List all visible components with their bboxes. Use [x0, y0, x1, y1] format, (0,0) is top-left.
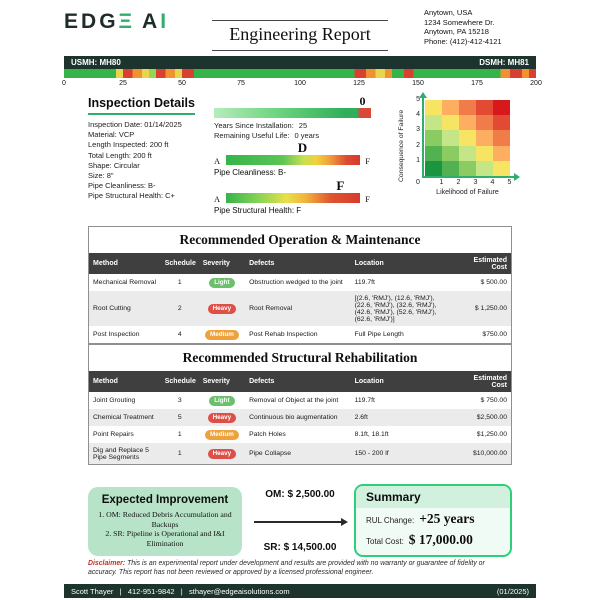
severity-cell — [199, 443, 245, 464]
severity-badge: Heavy — [208, 413, 237, 423]
cost-cell: $ 750.00 — [480, 397, 507, 404]
cost-cell: $10,000.00 — [472, 450, 507, 457]
edgeai-logo — [64, 10, 169, 34]
method-cell: Point Repairs — [93, 431, 134, 438]
inspection-field: Pipe Structural Health: C+ — [88, 191, 175, 201]
logo-letter: G — [99, 10, 119, 33]
title-block — [212, 20, 388, 51]
dsmh-label: DSMH: MH81 — [479, 58, 529, 67]
column-header: Defects — [245, 371, 351, 392]
matrix-cell — [442, 161, 459, 176]
matrix-x-tick: 1 — [439, 179, 444, 186]
defects-cell: Pipe Collapse — [249, 450, 292, 457]
total-cost-label: Total Cost: — [366, 537, 404, 546]
severity-badge: Medium — [205, 330, 239, 340]
inspection-field: Length Inspected: 200 ft — [88, 140, 169, 150]
matrix-cell — [425, 100, 442, 115]
cost-cell: $750.00 — [482, 331, 507, 338]
matrix-cell — [476, 100, 493, 115]
pipe-scale-tick: 125 — [353, 80, 365, 87]
severity-badge: Light — [209, 396, 235, 406]
report-title: Engineering Report — [229, 24, 371, 44]
column-header: Estimated Cost — [456, 371, 511, 392]
cost-cell: $ 1,250.00 — [474, 305, 507, 312]
inspection-details-title: Inspection Details — [88, 96, 195, 115]
logo-letter: E — [64, 10, 82, 33]
footer-date: (01/2025) — [496, 586, 529, 596]
matrix-cell — [459, 100, 476, 115]
logo-letter: D — [81, 10, 100, 33]
years-label: Years Since Installation: — [214, 121, 294, 130]
matrix-cell — [476, 115, 493, 130]
column-header: Location — [351, 371, 457, 392]
location-cell: Full Pipe Length — [354, 331, 404, 338]
method-cell: Post Inspection — [93, 331, 140, 338]
cost-flow — [248, 489, 352, 553]
matrix-y-axis-label: Consequence of Failure — [398, 109, 405, 182]
defects-cell: Patch Holes — [249, 431, 286, 438]
defects-cell: Obstruction wedged to the joint — [249, 279, 343, 286]
defects-cell: Removal of Object at the joint — [249, 397, 339, 404]
disclaimer — [88, 560, 512, 577]
column-header: Method — [89, 371, 161, 392]
table-header-row — [89, 253, 511, 274]
matrix-y-tick: 3 — [416, 126, 420, 134]
matrix-cell — [425, 161, 442, 176]
summary-title: Summary — [356, 486, 510, 508]
pipe-scale-tick: 50 — [178, 80, 186, 87]
severity-cell — [199, 274, 245, 291]
matrix-y-tick: 2 — [416, 141, 420, 149]
severity-badge: Medium — [205, 430, 239, 440]
matrix-cell — [493, 115, 510, 130]
disclaimer-text: This is an experimental report under development and results are provided with no warranty or guarantee of fidelity or accuracy. This report has not been reviewed or approved by a licensed professional engineer. — [88, 560, 485, 576]
summary-box — [354, 484, 512, 557]
structural-grade-a-label: A — [214, 194, 221, 204]
pipe-scale-tick: 0 — [62, 80, 66, 87]
years-since-installation — [214, 121, 307, 130]
location-cell: [(2.6, 'RMJ'), (12.6, 'RMJ'), (22.6, 'RMJ'), (32.6, 'RMJ'), (42.6, 'RMJ'), (52.6, 'RMJ'), (62.6, 'RMJ')] — [354, 294, 437, 323]
pipe-scale-tick: 150 — [412, 80, 424, 87]
structural-grade-marker: F — [336, 178, 345, 193]
inspection-field: Shape: Circular — [88, 160, 140, 170]
matrix-x-axis-label: Likelihood of Failure — [436, 189, 499, 196]
schedule-cell: 1 — [177, 450, 182, 457]
schedule-cell: 4 — [177, 331, 182, 338]
table-row — [89, 392, 511, 409]
pipe-scale-tick: 75 — [237, 80, 245, 87]
risk-matrix — [394, 96, 544, 208]
schedule-cell: 3 — [177, 397, 182, 404]
rul-change-row — [356, 508, 510, 529]
rul-value: 0 years — [294, 131, 320, 140]
matrix-grid — [425, 100, 510, 176]
matrix-cell — [459, 115, 476, 130]
matrix-x-tick: 5 — [507, 179, 512, 186]
severity-badge: Light — [209, 278, 235, 288]
matrix-cell — [493, 130, 510, 145]
matrix-cell — [442, 130, 459, 145]
expected-improvement-list — [97, 510, 233, 548]
logo-letter: A — [142, 10, 161, 33]
table-row — [89, 443, 511, 464]
address-line: Anytown, USA — [424, 8, 473, 17]
matrix-y-tick: 4 — [416, 111, 420, 119]
structural-gauge-bar — [226, 193, 360, 203]
matrix-y-ticks — [410, 96, 420, 186]
arrow-right-icon — [254, 521, 346, 523]
method-cell: Dig and Replace 5 Pipe Segments — [93, 446, 149, 461]
method-cell: Mechanical Removal — [93, 279, 157, 286]
location-cell: 119.7ft — [354, 397, 375, 404]
defects-cell: Continuous bio augmentation — [249, 414, 338, 421]
inspection-field: Material: VCP — [88, 130, 135, 140]
footer-contact: Scott Thayer | 412-951-9842 | sthayer@edgeaisolutions.com — [71, 586, 290, 596]
matrix-y-tick: 5 — [416, 96, 420, 103]
table-row — [89, 409, 511, 426]
location-cell: 119.7ft — [354, 279, 375, 286]
footer-bar — [64, 584, 536, 598]
matrix-y-axis-arrow-icon — [419, 92, 427, 98]
cost-cell: $2,500.00 — [476, 414, 507, 421]
method-cell: Root Cutting — [93, 305, 131, 312]
location-cell: 2.6ft — [354, 414, 368, 421]
matrix-cell — [459, 161, 476, 176]
matrix-cell — [442, 146, 459, 161]
column-header: Schedule — [161, 371, 199, 392]
severity-badge: Heavy — [208, 449, 237, 459]
column-header: Method — [89, 253, 161, 274]
matrix-cell — [476, 146, 493, 161]
inspection-fields — [88, 120, 221, 204]
table-row — [89, 274, 511, 291]
matrix-cell — [493, 161, 510, 176]
matrix-cell — [425, 115, 442, 130]
pipe-scale-tick: 200 — [530, 80, 542, 87]
schedule-cell: 2 — [177, 305, 182, 312]
manhole-header-bar — [64, 56, 536, 69]
rul-change-label: RUL Change: — [366, 516, 415, 525]
structural-grade-f-label: F — [365, 194, 370, 204]
disclaimer-prefix: Disclaimer: — [88, 560, 126, 567]
location-cell: 150 - 200 lf — [354, 450, 389, 457]
location-cell: 8.1ft, 18.1ft — [354, 431, 389, 438]
company-address — [424, 8, 536, 46]
logo-letter: Ξ — [118, 10, 136, 33]
matrix-x-tick: 4 — [490, 179, 495, 186]
om-table-box — [88, 226, 512, 344]
schedule-cell: 1 — [177, 279, 182, 286]
om-table — [89, 253, 511, 343]
column-header: Defects — [245, 253, 351, 274]
om-table-title: Recommended Operation & Maintenance — [179, 232, 421, 247]
matrix-cell — [459, 146, 476, 161]
expected-improvement-box — [88, 487, 242, 556]
inspection-field: Size: 8" — [88, 171, 114, 181]
years-value: 25 — [298, 121, 308, 130]
total-cost-row — [356, 529, 510, 555]
defects-cell: Post Rehab Inspection — [249, 331, 318, 338]
severity-badge: Heavy — [208, 304, 237, 314]
matrix-cell — [425, 130, 442, 145]
matrix-cell — [493, 100, 510, 115]
om-cost: OM: $ 2,500.00 — [265, 489, 335, 500]
severity-cell — [199, 392, 245, 409]
rul-gauge-bar — [214, 108, 371, 118]
cleanliness-caption: Pipe Cleanliness: B- — [214, 168, 287, 177]
severity-cell — [199, 426, 245, 443]
cleanliness-gauge-bar — [226, 155, 360, 165]
sr-cost: SR: $ 14,500.00 — [263, 541, 337, 553]
matrix-x-tick: 2 — [456, 179, 461, 186]
cleanliness-grade-f-label: F — [365, 156, 370, 166]
rul-change-value: +25 years — [419, 511, 475, 526]
matrix-cell — [442, 115, 459, 130]
expected-improvement-title: Expected Improvement — [101, 494, 229, 506]
rul-label: Remaining Useful Life: — [214, 131, 290, 140]
improvement-item: 2. SR: Pipeline is Operational and I&I Elimination — [105, 529, 225, 548]
sr-table-title: Recommended Structural Rehabilitation — [182, 350, 418, 365]
column-header: Schedule — [161, 253, 199, 274]
pipe-scale-tick: 175 — [471, 80, 483, 87]
column-header: Severity — [199, 371, 245, 392]
pipe-scale-tick: 25 — [119, 80, 127, 87]
table-row — [89, 426, 511, 443]
matrix-x-tick: 3 — [473, 179, 478, 186]
cleanliness-grade-a-label: A — [214, 156, 221, 166]
cleanliness-grade-marker: D — [297, 140, 308, 155]
improvement-item: 1. OM: Reduced Debris Accumulation and Backups — [98, 510, 232, 529]
method-cell: Chemical Treatment — [93, 414, 154, 421]
usmh-label: USMH: MH80 — [71, 58, 121, 67]
logo-letter: I — [160, 10, 170, 33]
matrix-x-axis-line — [422, 176, 516, 178]
table-row — [89, 326, 511, 343]
inspection-field: Inspection Date: 01/14/2025 — [88, 120, 182, 129]
table-row — [89, 291, 511, 326]
column-header: Estimated Cost — [456, 253, 511, 274]
matrix-cell — [442, 100, 459, 115]
remaining-useful-life — [214, 131, 319, 140]
pipe-condition-bar — [64, 69, 536, 78]
sr-table — [89, 371, 511, 464]
column-header: Severity — [199, 253, 245, 274]
inspection-details-section — [88, 94, 221, 204]
severity-cell — [199, 409, 245, 426]
inspection-field: Pipe Cleanliness: B- — [88, 181, 156, 191]
address-line: Anytown, PA 15218 — [424, 27, 489, 36]
structural-caption: Pipe Structural Health: F — [214, 206, 302, 215]
cost-cell: $ 500.00 — [480, 279, 507, 286]
total-cost-value: $ 17,000.00 — [408, 532, 473, 547]
method-cell: Joint Grouting — [93, 397, 136, 404]
address-line: Phone: (412)-412-4121 — [424, 36, 502, 46]
cost-cell: $1,250.00 — [476, 431, 507, 438]
column-header: Location — [351, 253, 457, 274]
pipe-scale-ticks — [62, 80, 542, 89]
matrix-cell — [425, 146, 442, 161]
matrix-origin-tick: 0 — [416, 179, 420, 186]
matrix-x-ticks — [394, 179, 544, 187]
matrix-cell — [459, 130, 476, 145]
matrix-cell — [493, 146, 510, 161]
gauge-section — [214, 96, 372, 218]
pipe-scale-tick: 100 — [294, 80, 306, 87]
sr-table-box — [88, 344, 512, 465]
rul-marker: 0 — [359, 94, 366, 108]
schedule-cell: 5 — [177, 414, 182, 421]
inspection-field: Total Length: 200 ft — [88, 150, 152, 160]
address-line: 1234 Somewhere Dr. — [424, 17, 495, 27]
matrix-y-tick: 1 — [416, 156, 420, 164]
matrix-y-axis-line — [422, 98, 424, 177]
table-header-row — [89, 371, 511, 392]
schedule-cell: 1 — [177, 431, 182, 438]
severity-cell — [199, 326, 245, 343]
defects-cell: Root Removal — [249, 305, 293, 312]
matrix-cell — [476, 130, 493, 145]
severity-cell — [199, 291, 245, 326]
matrix-cell — [476, 161, 493, 176]
